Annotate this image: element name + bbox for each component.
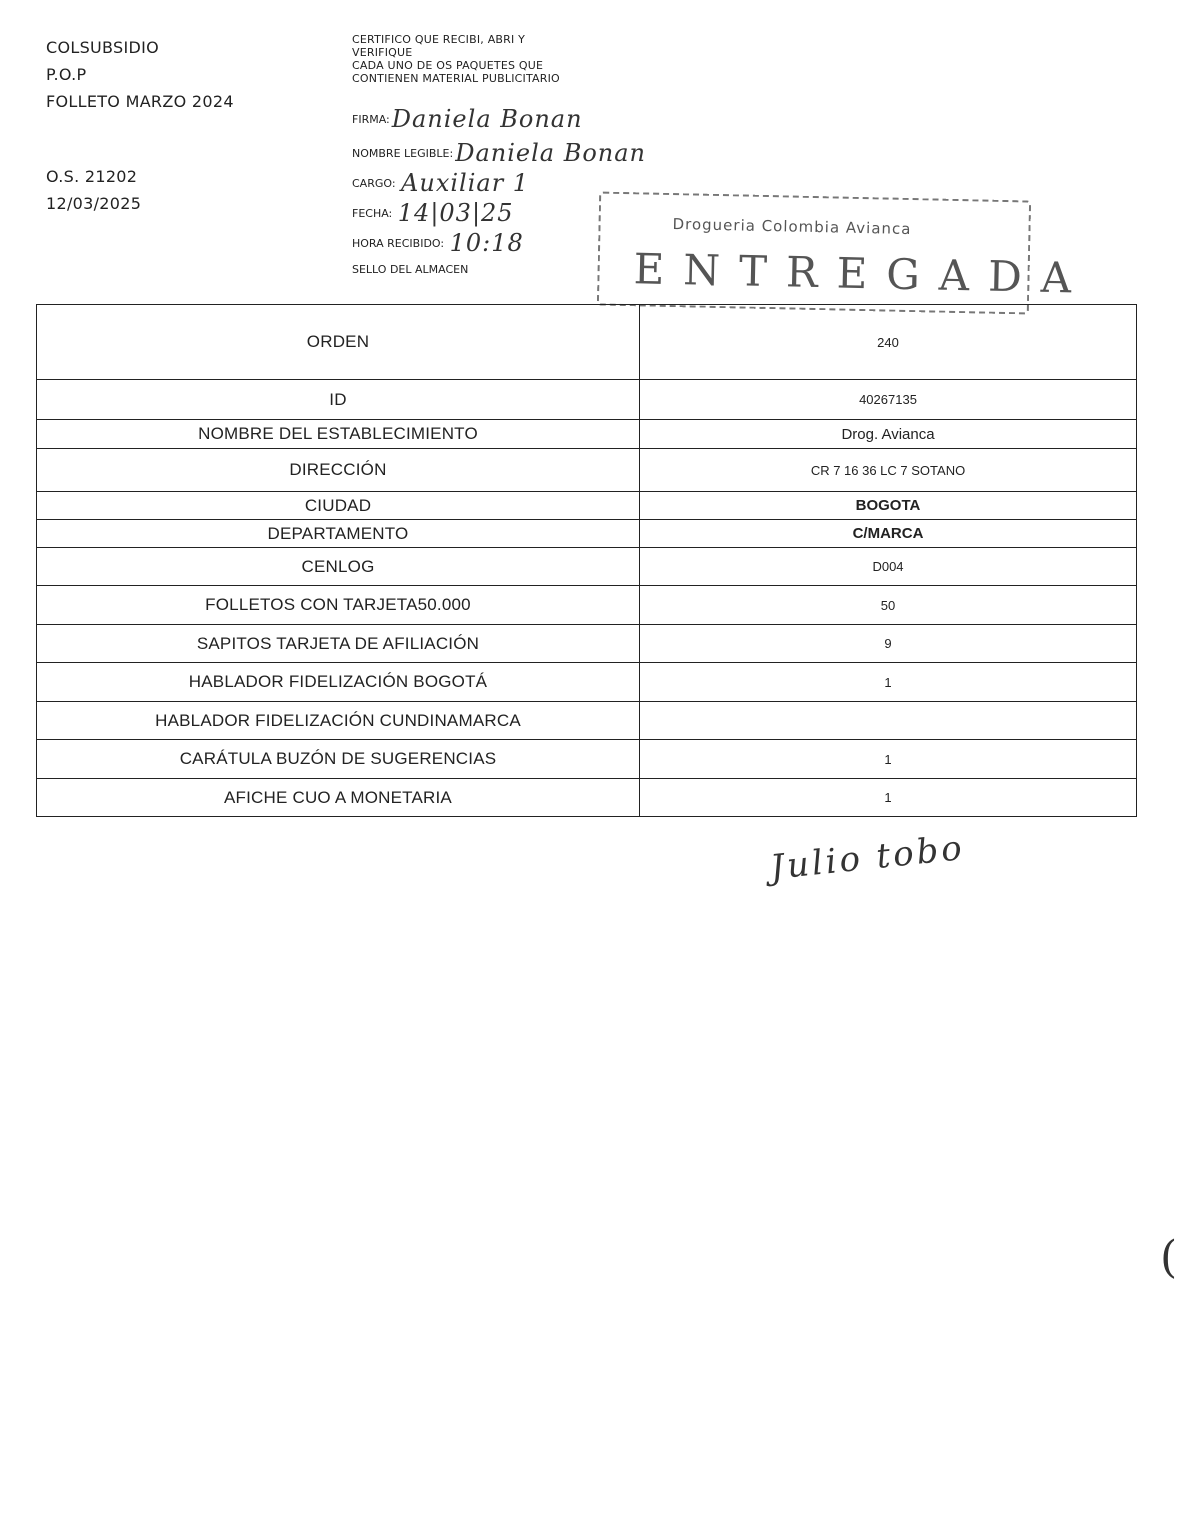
row-value: 50 — [640, 586, 1137, 625]
role-value: Auxiliar 1 — [401, 169, 530, 197]
legible-name-field — [352, 139, 646, 167]
seal-field — [352, 263, 468, 276]
table-row — [37, 586, 1137, 625]
date-label: FECHA: — [352, 207, 393, 220]
order-service-number: O.S. 21202 — [46, 167, 138, 186]
signature-label: FIRMA: — [352, 113, 390, 126]
row-value: 1 — [640, 663, 1137, 702]
table-row — [37, 520, 1137, 548]
row-value: 40267135 — [640, 380, 1137, 420]
row-label: NOMBRE DEL ESTABLECIMIENTO — [37, 420, 640, 449]
certificate-line: CONTIENEN MATERIAL PUBLICITARIO — [352, 72, 560, 85]
certificate-block — [352, 33, 647, 276]
handwritten-note: Julio tobo — [768, 827, 967, 889]
row-label: CARÁTULA BUZÓN DE SUGERENCIAS — [37, 740, 640, 779]
role-label: CARGO: — [352, 177, 396, 190]
time-value: 10:18 — [449, 229, 524, 257]
row-label: AFICHE CUO A MONETARIA — [37, 779, 640, 817]
seal-label: SELLO DEL ALMACEN — [352, 263, 469, 276]
header-date: 12/03/2025 — [46, 194, 142, 213]
row-label: FOLLETOS CON TARJETA50.000 — [37, 586, 640, 625]
table-row — [37, 740, 1137, 779]
role-field — [352, 169, 529, 197]
row-value: D004 — [640, 548, 1137, 586]
row-value: Drog. Avianca — [640, 420, 1137, 449]
row-label: CIUDAD — [37, 492, 640, 520]
table-row — [37, 663, 1137, 702]
row-label: ORDEN — [37, 305, 640, 380]
table-row — [37, 305, 1137, 380]
signature-field — [352, 105, 583, 133]
delivery-table — [36, 304, 1137, 817]
legible-name-label: NOMBRE LEGIBLE: — [352, 147, 454, 160]
signature-value: Daniela Bonan — [391, 105, 583, 133]
table-row — [37, 449, 1137, 492]
stamp-store-name: Drogueria Colombia Avianca — [672, 215, 912, 239]
table-row — [37, 779, 1137, 817]
pop-label: P.O.P — [46, 65, 87, 84]
row-label: DIRECCIÓN — [37, 449, 640, 492]
row-value: 9 — [640, 625, 1137, 663]
stamp-status: ENTREGADA — [633, 244, 1091, 303]
row-value: 1 — [640, 740, 1137, 779]
row-value: CR 7 16 36 LC 7 SOTANO — [640, 449, 1137, 492]
row-label: SAPITOS TARJETA DE AFILIACIÓN — [37, 625, 640, 663]
table-row — [37, 548, 1137, 586]
row-value — [640, 702, 1137, 740]
table-row — [37, 380, 1137, 420]
row-label: HABLADOR FIDELIZACIÓN CUNDINAMARCA — [37, 702, 640, 740]
row-value: 1 — [640, 779, 1137, 817]
row-label: ID — [37, 380, 640, 420]
certificate-statement — [352, 33, 560, 85]
certificate-line: CERTIFICO QUE RECIBI, ABRI Y — [352, 33, 526, 46]
row-label: DEPARTAMENTO — [37, 520, 640, 548]
row-label: HABLADOR FIDELIZACIÓN BOGOTÁ — [37, 663, 640, 702]
delivered-stamp — [597, 191, 1091, 314]
margin-mark: ( — [1160, 1232, 1178, 1283]
row-label: CENLOG — [37, 548, 640, 586]
table-row — [37, 625, 1137, 663]
certificate-line: CADA UNO DE OS PAQUETES QUE — [352, 59, 544, 72]
campaign-title: FOLLETO MARZO 2024 — [46, 92, 234, 111]
row-value: 240 — [640, 305, 1137, 380]
table-row — [37, 492, 1137, 520]
company-name: COLSUBSIDIO — [46, 38, 160, 57]
time-field — [352, 229, 524, 257]
date-value: 14|03|25 — [397, 199, 514, 227]
date-field — [352, 199, 514, 227]
table-row — [37, 702, 1137, 740]
row-value: BOGOTA — [640, 492, 1137, 520]
time-label: HORA RECIBIDO: — [352, 237, 445, 250]
row-value: C/MARCA — [640, 520, 1137, 548]
table-row — [37, 420, 1137, 449]
header-block — [46, 34, 234, 217]
certificate-line: VERIFIQUE — [352, 46, 413, 59]
legible-name-value: Daniela Bonan — [455, 139, 647, 167]
